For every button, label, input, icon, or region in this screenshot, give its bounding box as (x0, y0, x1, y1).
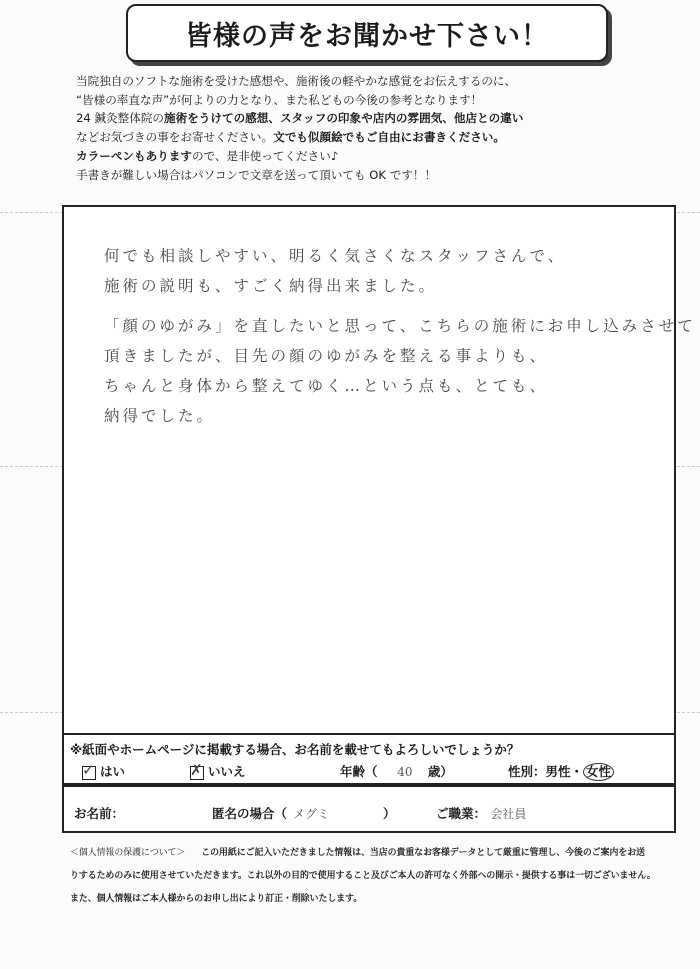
occupation-label: ご職業： (436, 806, 487, 821)
occupation-field (436, 804, 526, 822)
anonymous-name-value: メグミ (293, 807, 330, 821)
intro-line-3-b: 施術をうけての感想、スタッフの印象や店内の雰囲気、他店との違い (164, 111, 524, 126)
comment-box (62, 205, 696, 735)
intro-line-2: “皆様の率直な声”が何よりの力となり、また私どもの今後の参考となります！ (76, 92, 483, 107)
comment-line-5: ちゃんと身体から整えてゆく…という点も、とても、 (104, 377, 549, 395)
intro-line-3 (76, 109, 676, 128)
anonymous-open: （ (274, 806, 288, 821)
gender-male: 男性 (545, 764, 571, 779)
comment-line-2: 施術の説明も、すごく納得出来ました。 (104, 277, 438, 295)
page-title: 皆様の声をお聞かせ下さい！ (126, 4, 608, 62)
privacy-line-2: りするためのみに使用させていただきます。これ以外の目的で使用すること及びご本人の許可なく外部への開示・提供する事は一切ございません。 (70, 871, 656, 881)
anonymous-field (212, 804, 396, 822)
gender-female-selected: 女性 (583, 763, 614, 781)
age-value: 40 (397, 765, 413, 779)
age-label: 年齢 (340, 764, 366, 779)
handwritten-comment (104, 241, 696, 431)
name-label: お名前： (74, 806, 125, 821)
age-open: （ (365, 764, 378, 779)
occupation-value: 会社員 (490, 807, 527, 821)
intro-line-5 (76, 147, 676, 166)
intro-line-1: 当院独自のソフトな施術を受けた感想や、施術後の軽やかな感覚をお伝えするのに、 (76, 74, 517, 88)
gender-label: 性別： (508, 764, 546, 779)
option-yes[interactable] (82, 762, 125, 780)
no-cross-mark: ✗ (190, 760, 203, 779)
privacy-notice (70, 842, 680, 911)
no-label: いいえ (208, 764, 246, 779)
comment-line-1: 何でも相談しやすい、明るく気さくなスタッフさんで、 (104, 247, 567, 265)
comment-line-6: 納得でした。 (104, 407, 216, 425)
age-field (340, 762, 453, 780)
yes-checkbox[interactable] (82, 760, 96, 780)
yes-check-mark: ✓ (82, 760, 95, 779)
intro-text (76, 72, 676, 184)
comment-line-3: 「顔のゆがみ」を直したいと思って、こちらの施術にお申し込みさせて (104, 317, 696, 335)
intro-line-6: 手書きが難しい場合はパソコンで文章を送って頂いても OK です！！ (76, 167, 437, 182)
anonymous-label: 匿名の場合 (212, 806, 275, 821)
intro-line-4 (76, 128, 676, 147)
no-checkbox[interactable] (190, 760, 204, 780)
name-section (62, 785, 676, 833)
gender-separator: ・ (570, 764, 584, 779)
permission-options-row (72, 762, 672, 782)
intro-line-4-b: 文でも似顔絵でもご自由にお書きください。 (273, 130, 505, 145)
permission-question: ※紙面やホームページに掲載する場合、お名前を載せてもよろしいでしょうか？ (70, 742, 520, 757)
intro-line-4-a: などお気づきの事をお寄せください。 (76, 130, 274, 145)
privacy-line-1-text: この用紙にご記入いただきました情報は、当店の貴重なお客様データとして厳重に管理し、今後のご案内をお送 (201, 848, 645, 858)
comment-line-4: 頂きましたが、目先の顔のゆがみを整える事よりも、 (104, 347, 549, 365)
yes-label: はい (100, 764, 126, 779)
anonymous-close: ） (383, 806, 396, 821)
privacy-line-3: また、個人情報はご本人様からのお申し出により訂正・削除いたします。 (70, 894, 363, 904)
privacy-line-1 (70, 842, 680, 865)
privacy-heading: ＜個人情報の保護について＞ (70, 848, 186, 858)
intro-line-3-a: 24 鍼灸整体院の (76, 111, 165, 126)
age-close: 歳） (427, 764, 453, 779)
intro-line-5-a: カラーペンもあります (76, 148, 192, 163)
permission-section (62, 735, 676, 785)
intro-line-5-b: ので、是非使ってください♪ (191, 148, 339, 163)
option-no[interactable] (190, 762, 246, 780)
gender-field (508, 762, 614, 781)
